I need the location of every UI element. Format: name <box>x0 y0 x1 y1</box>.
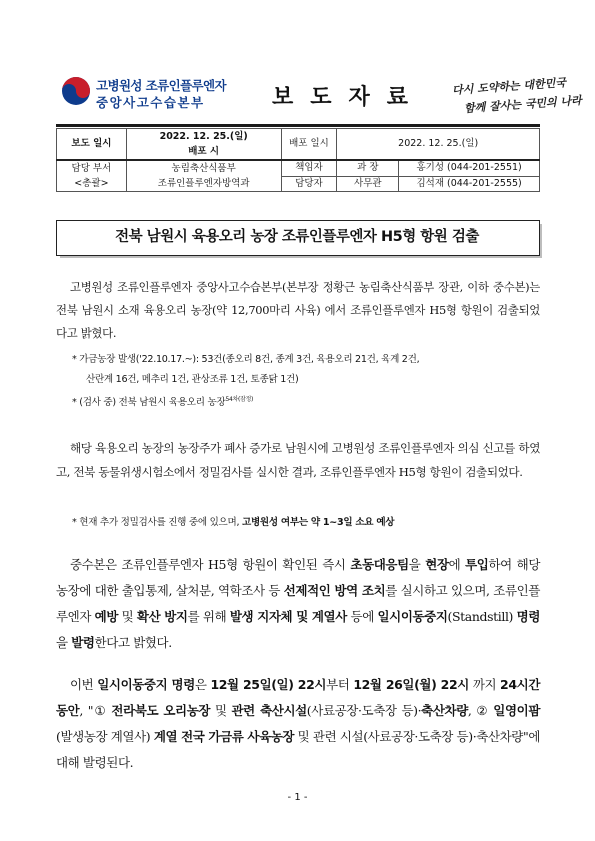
p4-bold-standstill-order: 일시이동중지 명령 <box>97 677 195 692</box>
contact-name: 김석재 (044-201-2555) <box>399 176 540 192</box>
note-additional-test-bold: 고병원성 여부는 약 1~3일 소요 예상 <box>241 517 395 528</box>
p3-text-11: 한다고 밝혔다. <box>94 635 172 650</box>
taegeuk-emblem-icon <box>60 75 92 107</box>
note-additional-test <box>72 513 542 533</box>
p4-bold-company: 일영이팜 <box>493 703 540 718</box>
release-row <box>57 129 540 161</box>
p4-bold-start-time: 12월 25일(일) 22시 <box>210 677 327 692</box>
distribution-value: 2022. 12. 25.(일) <box>337 129 540 161</box>
dept-value-line2: 조류인플루엔자방역과 <box>157 178 250 189</box>
note-under-test-sup: 54차(잠정) <box>225 396 254 403</box>
p3-text-2: 을 <box>408 557 426 572</box>
p3-bold-deploy: 투입 <box>465 557 489 572</box>
p3-text-6: 및 <box>118 609 137 624</box>
page-number: - 1 - <box>287 792 308 803</box>
p3-bold-order: 명령 <box>516 609 540 624</box>
paragraph-4 <box>56 672 540 776</box>
p3-text-8: 등에 <box>346 609 378 624</box>
p3-bold-issue: 발령 <box>71 635 95 650</box>
org-name-line2: 중앙사고수습본부 <box>96 95 205 110</box>
p3-bold-standstill: 일시이동중지 <box>377 609 448 624</box>
note-additional-test-plain: * 현재 추가 정밀검사를 진행 중에 있으며, <box>72 517 242 528</box>
press-release-header <box>56 70 583 124</box>
document-title: 보도자료 <box>272 84 426 110</box>
p4-bold-vehicles: 축산차량 <box>421 703 468 718</box>
paragraph-4-block <box>56 672 540 776</box>
contact-title: 사무관 <box>337 176 399 192</box>
note-outbreak-line2: 산란계 16건, 메추리 1건, 관상조류 1건, 토종닭 1건) <box>86 374 299 385</box>
contact-label: 담당자 <box>281 176 337 192</box>
responsible-row <box>57 160 540 176</box>
p3-bold-initial-team: 초동대응팀 <box>350 557 409 572</box>
p4-text-7: (사료공장·도축장 등)· <box>306 703 422 718</box>
headline: 전북 남원시 육용오리 농장 조류인플루엔자 H5형 항원 검출 <box>115 229 479 245</box>
p4-bold-nationwide-farms: 계열 전국 가금류 사육농장 <box>153 729 295 744</box>
note-outbreak-count <box>72 350 542 390</box>
p3-text-9: (Standstill) <box>447 609 517 624</box>
header-divider <box>56 124 540 127</box>
note-under-test <box>72 390 542 413</box>
paragraph-1: 고병원성 조류인플루엔자 중앙사고수습본부(본부장 정황근 농림축산식품부 장관, 이하 중수본)는 전북 남원시 소재 육용오리 농장(약 12,700마리 사육) 에서 조류인플루엔자 H5형 항원이 검출되었다고 밝혔다. <box>56 280 540 340</box>
slogan-line1: 다시 도약하는 대한민국 <box>451 76 567 97</box>
p4-text-1: 이번 <box>70 677 98 692</box>
p4-text-8: , ② <box>467 703 494 718</box>
p4-bold-duration: 24시간 동안 <box>56 677 540 718</box>
release-date: 2022. 12. 25.(일) <box>159 131 248 142</box>
responsible-title: 과 장 <box>337 160 399 176</box>
note-under-test-text: * (검사 중) 전북 남원시 육용오리 농장 <box>72 397 226 409</box>
note-outbreak-line1: * 가금농장 발생('22.10.17.~): 53건(종오리 8건, 종계 3건, 육용오리 21건, 육계 2건, <box>72 354 420 365</box>
p4-text-3: 부터 <box>326 677 354 692</box>
p4-bold-facilities: 관련 축산시설 <box>231 703 307 718</box>
p4-text-6: 및 <box>210 703 232 718</box>
p4-text-4: 까지 <box>468 677 501 692</box>
org-name-line1: 고병원성 조류인플루엔자 <box>96 78 226 93</box>
p4-text-9: (발생농장 계열사) <box>56 729 154 744</box>
p3-text-4: 하여 해당 농장에 대한 출입통제, 살처분, 역학조사 등 <box>56 557 540 598</box>
p3-bold-prevention: 예방 <box>94 609 118 624</box>
p3-text-10: 을 <box>56 635 72 650</box>
release-label: 보도 일시 <box>57 129 127 161</box>
responsible-name: 홍기성 (044-201-2551) <box>399 160 540 176</box>
dept-label <box>57 160 127 192</box>
paragraph-3 <box>56 552 540 656</box>
release-time: 배포 시 <box>188 146 220 157</box>
release-value <box>126 129 281 161</box>
slogan-line2: 함께 잘사는 국민의 나라 <box>463 93 583 116</box>
p3-text-7: 를 위해 <box>187 609 230 624</box>
dept-label-line1: 담당 부서 <box>71 163 112 174</box>
notes-block-2 <box>72 513 542 533</box>
p3-text-1: 중수본은 조류인플루엔자 H5형 항원이 확인된 즉시 <box>70 557 351 572</box>
release-info-table <box>56 128 540 192</box>
paragraph-3-block <box>56 552 540 656</box>
responsible-label: 책임자 <box>281 160 337 176</box>
p4-text-2: 은 <box>194 677 211 692</box>
p3-text-5: 를 실시하고 있으며, 조류인플루엔자 <box>56 583 540 624</box>
p4-text-5: , "① <box>79 703 112 718</box>
dept-value <box>126 160 281 192</box>
paragraph-2: 해당 육용오리 농장의 농장주가 폐사 증가로 남원시에 고병원성 조류인플루엔자 의심 신고를 하였고, 전북 동물위생시험소에서 정밀검사를 실시한 결과, 조류인플루엔자 H5형 항원이 검출되었다. <box>56 441 540 479</box>
p4-bold-jeonbuk-duck: 전라북도 오리농장 <box>111 703 211 718</box>
p3-bold-preemptive: 선제적인 방역 조치 <box>283 583 386 598</box>
p3-bold-site: 현장 <box>425 557 449 572</box>
dept-label-line2: <총괄> <box>74 178 109 189</box>
paragraph-1-block <box>56 276 540 345</box>
p4-text-10: 및 관련 시설(사료공장·도축장 등)·축산차량"에 대해 발령된다. <box>56 729 541 770</box>
distribution-label: 배포 일시 <box>281 129 337 161</box>
p3-bold-spread: 확산 방지 <box>136 609 188 624</box>
notes-block-1 <box>72 350 542 413</box>
paragraph-2-block <box>56 436 540 484</box>
dept-value-line1: 농림축산식품부 <box>171 163 236 174</box>
p3-text-3: 에 <box>448 557 466 572</box>
p4-bold-end-time: 12월 26일(월) 22시 <box>353 677 469 692</box>
p3-bold-local-gov: 발생 지자체 및 계열사 <box>229 609 347 624</box>
